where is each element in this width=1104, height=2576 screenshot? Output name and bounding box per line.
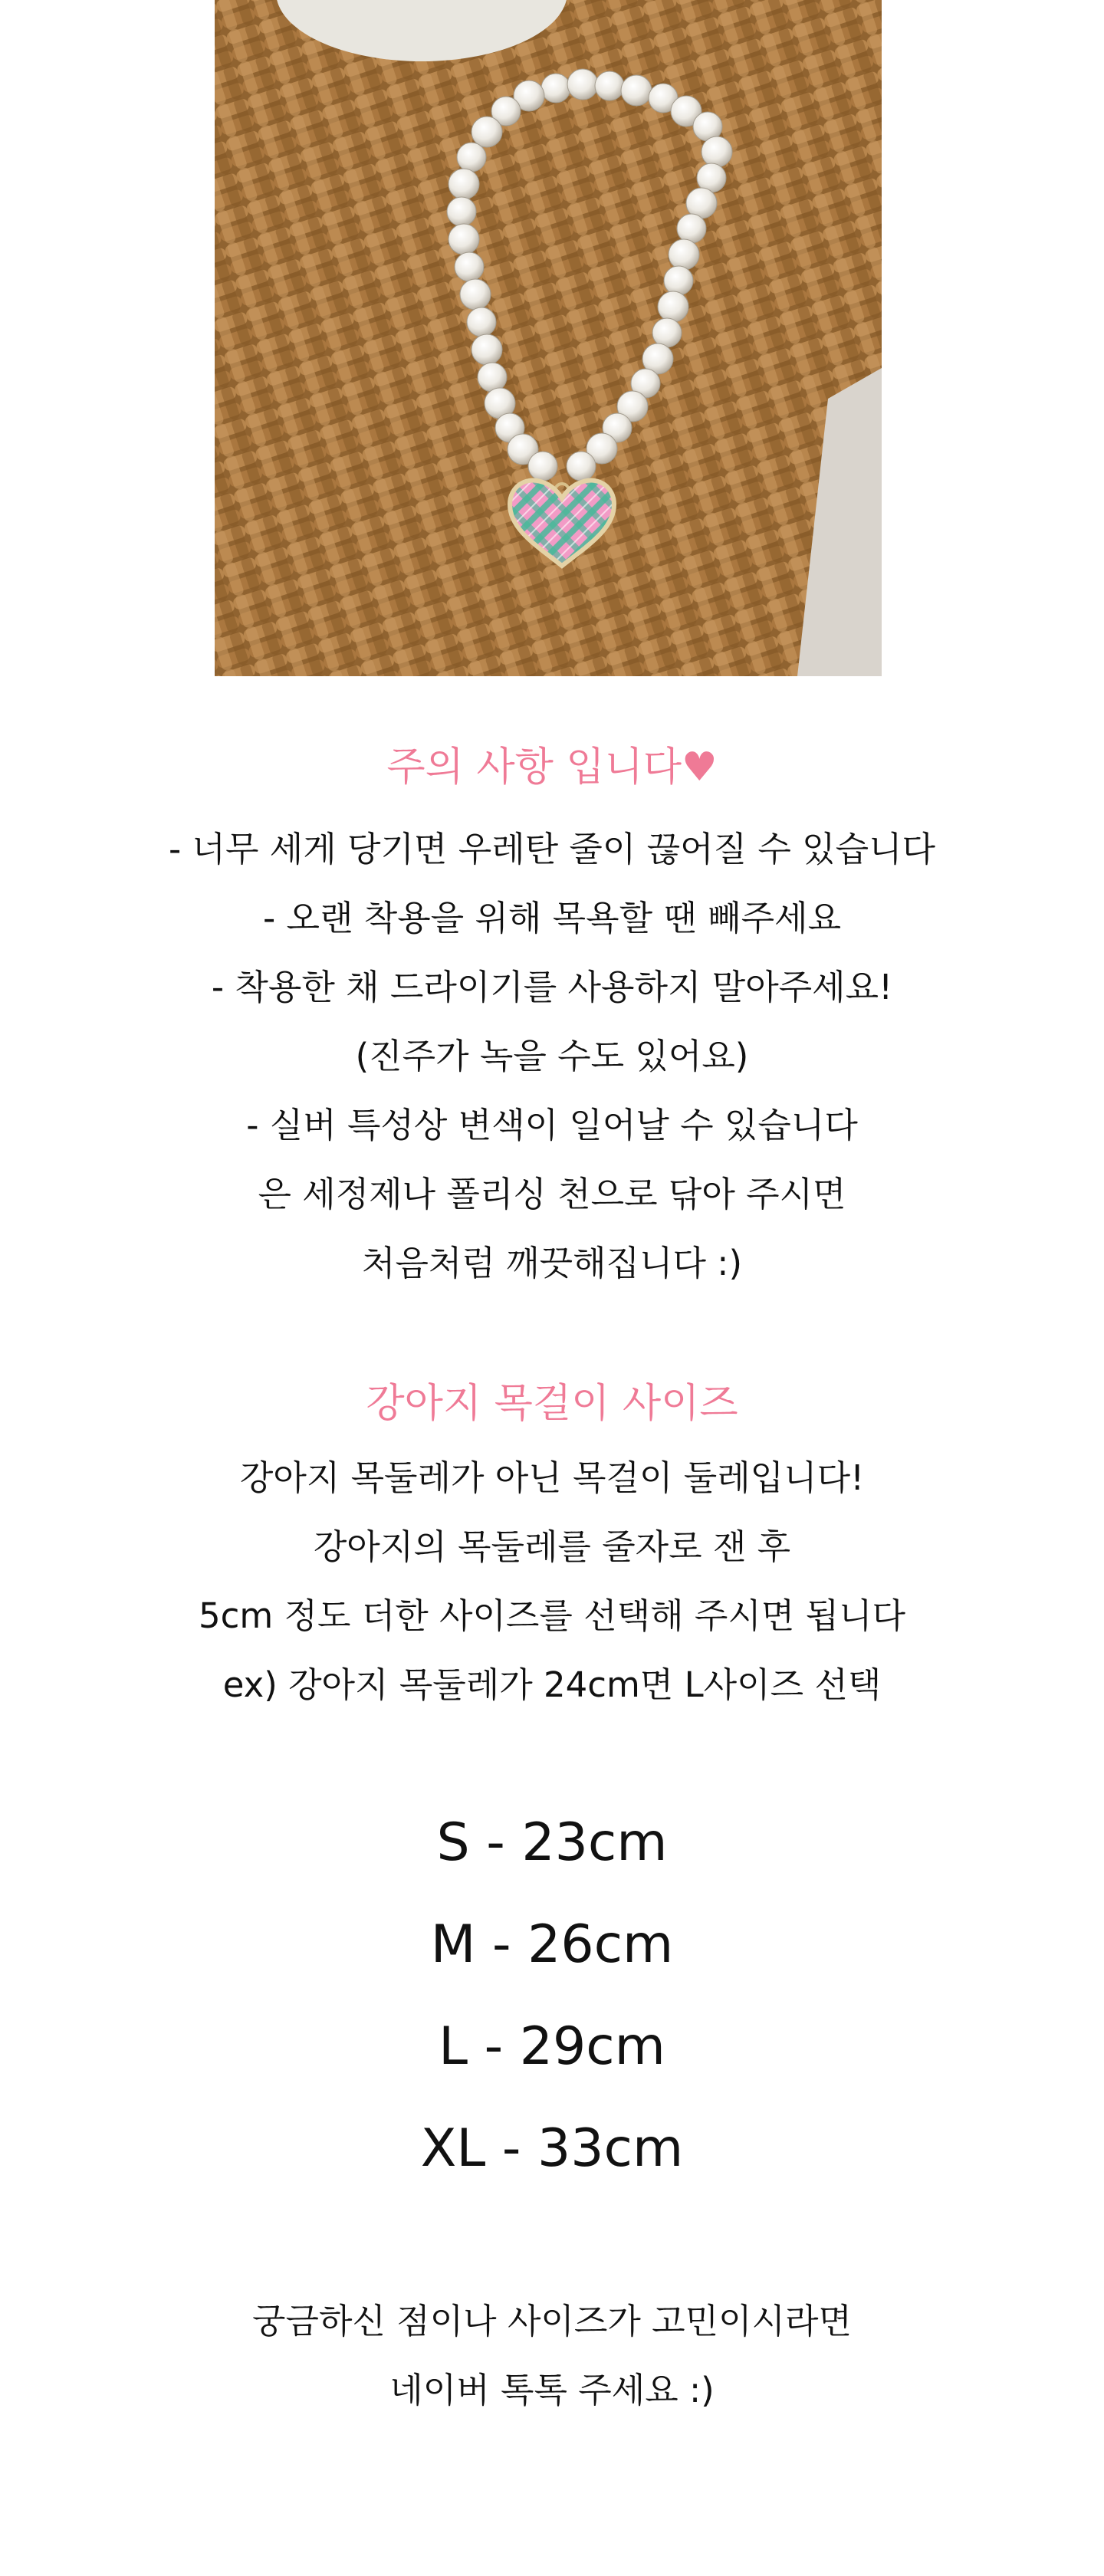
contact-line-1: 궁금하신 점이나 사이즈가 고민이시라면 (252, 2301, 852, 2341)
dog-size-line-1: 강아지 목둘레가 아닌 목걸이 둘레입니다! (239, 1457, 865, 1498)
contact-section (0, 2301, 1104, 2450)
caution-line-2: - 오랜 착용을 위해 목욕할 땐 빼주세요 (262, 898, 842, 938)
dog-size-line-3: 5cm 정도 더한 사이즈를 선택해 주시면 됩니다 (198, 1595, 906, 1636)
size-list (0, 1812, 1104, 2246)
caution-title: 주의 사항 입니다♥ (386, 744, 718, 790)
caution-line-6: 은 세정제나 폴리싱 천으로 닦아 주시면 (258, 1174, 846, 1214)
necklace-photo-illustration (215, 0, 882, 676)
caution-section (0, 744, 1104, 1300)
caution-line-3: - 착용한 채 드라이기를 사용하지 말아주세요! (211, 967, 893, 1007)
caution-line-1: - 너무 세게 당기면 우레탄 줄이 끊어질 수 있습니다 (168, 829, 936, 869)
caution-line-4: (진주가 녹을 수도 있어요) (355, 1036, 749, 1076)
caution-line-5: - 실버 특성상 변색이 일어날 수 있습니다 (246, 1105, 858, 1145)
dog-size-line-2: 강아지의 목둘레를 줄자로 잰 후 (313, 1526, 791, 1567)
size-xl: XL - 33cm (420, 2118, 684, 2179)
size-s: S - 23cm (436, 1812, 668, 1873)
size-l: L - 29cm (439, 2016, 665, 2077)
contact-line-2: 네이버 톡톡 주세요 :) (389, 2370, 715, 2410)
size-m: M - 26cm (430, 1914, 674, 1975)
dog-size-section (0, 1381, 1104, 1729)
caution-line-7: 처음처럼 깨끗해집니다 :) (361, 1243, 743, 1283)
dog-size-title: 강아지 목걸이 사이즈 (366, 1381, 738, 1427)
product-photo (215, 0, 882, 676)
dog-size-line-4: ex) 강아지 목둘레가 24cm면 L사이즈 선택 (222, 1664, 882, 1705)
